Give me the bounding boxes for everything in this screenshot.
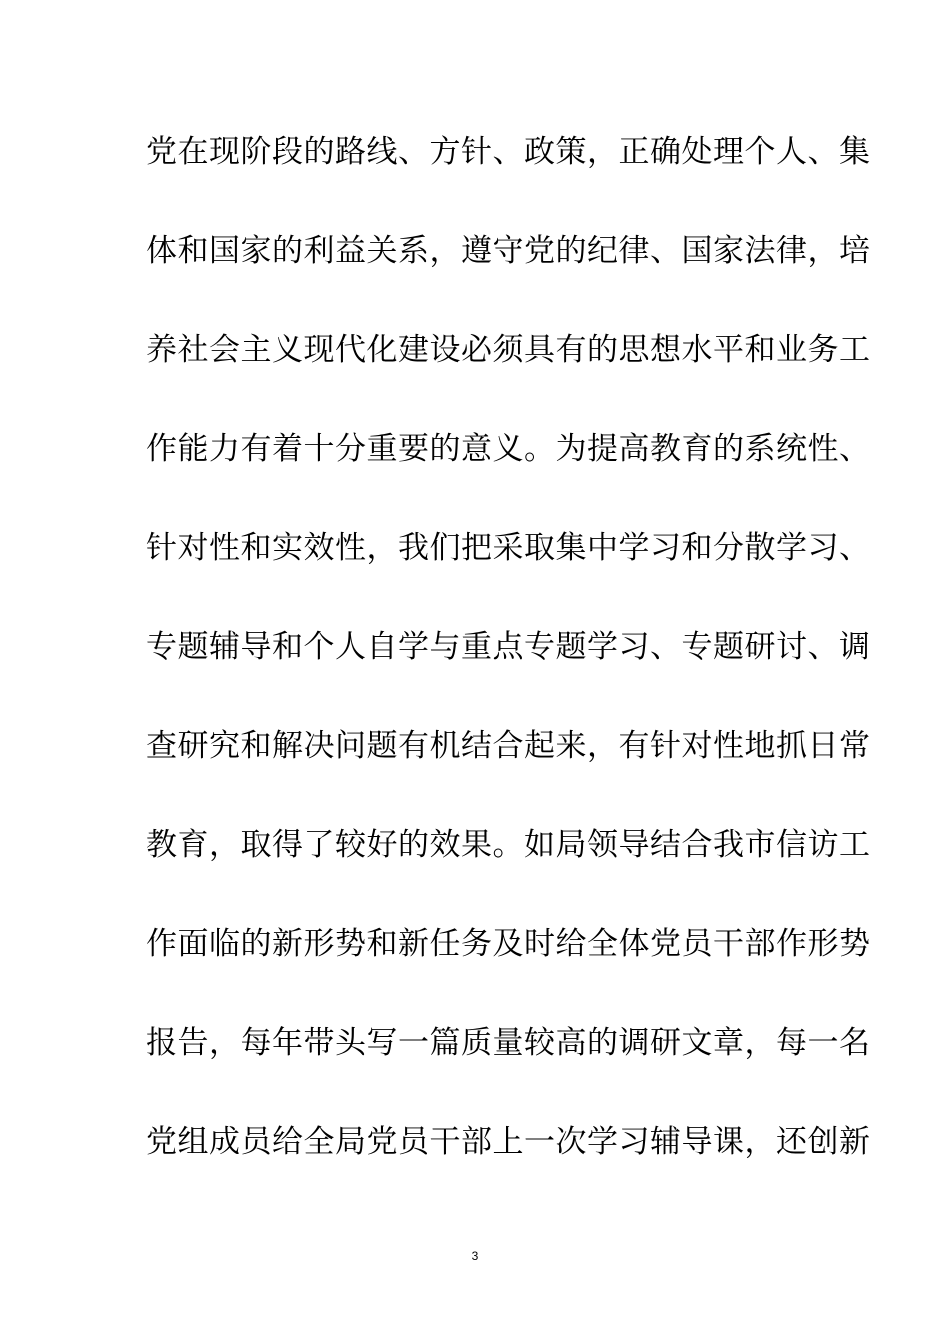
text-line-2: 体和国家的利益关系，遵守党的纪律、国家法律，培: [146, 233, 871, 269]
text-line-8: 教育，取得了较好的效果。如局领导结合我市信访工: [146, 827, 871, 863]
text-line-6: 专题辅导和个人自学与重点专题学习、专题研讨、调: [146, 629, 871, 665]
text-line-10: 报告，每年带头写一篇质量较高的调研文章，每一名: [146, 1025, 871, 1061]
text-line-5: 针对性和实效性，我们把采取集中学习和分散学习、: [146, 530, 871, 566]
text-line-1: 党在现阶段的路线、方针、政策，正确处理个人、集: [146, 134, 871, 170]
page-number: 3: [471, 1249, 479, 1263]
text-line-3: 养社会主义现代化建设必须具有的思想水平和业务工: [146, 332, 871, 368]
text-line-9: 作面临的新形势和新任务及时给全体党员干部作形势: [146, 926, 871, 962]
text-line-4: 作能力有着十分重要的意义。为提高教育的系统性、: [146, 431, 871, 467]
body-paragraph: [146, 124, 871, 1213]
text-line-7: 查研究和解决问题有机结合起来，有针对性地抓日常: [146, 728, 871, 764]
text-line-11: 党组成员给全局党员干部上一次学习辅导课，还创新: [146, 1124, 871, 1160]
